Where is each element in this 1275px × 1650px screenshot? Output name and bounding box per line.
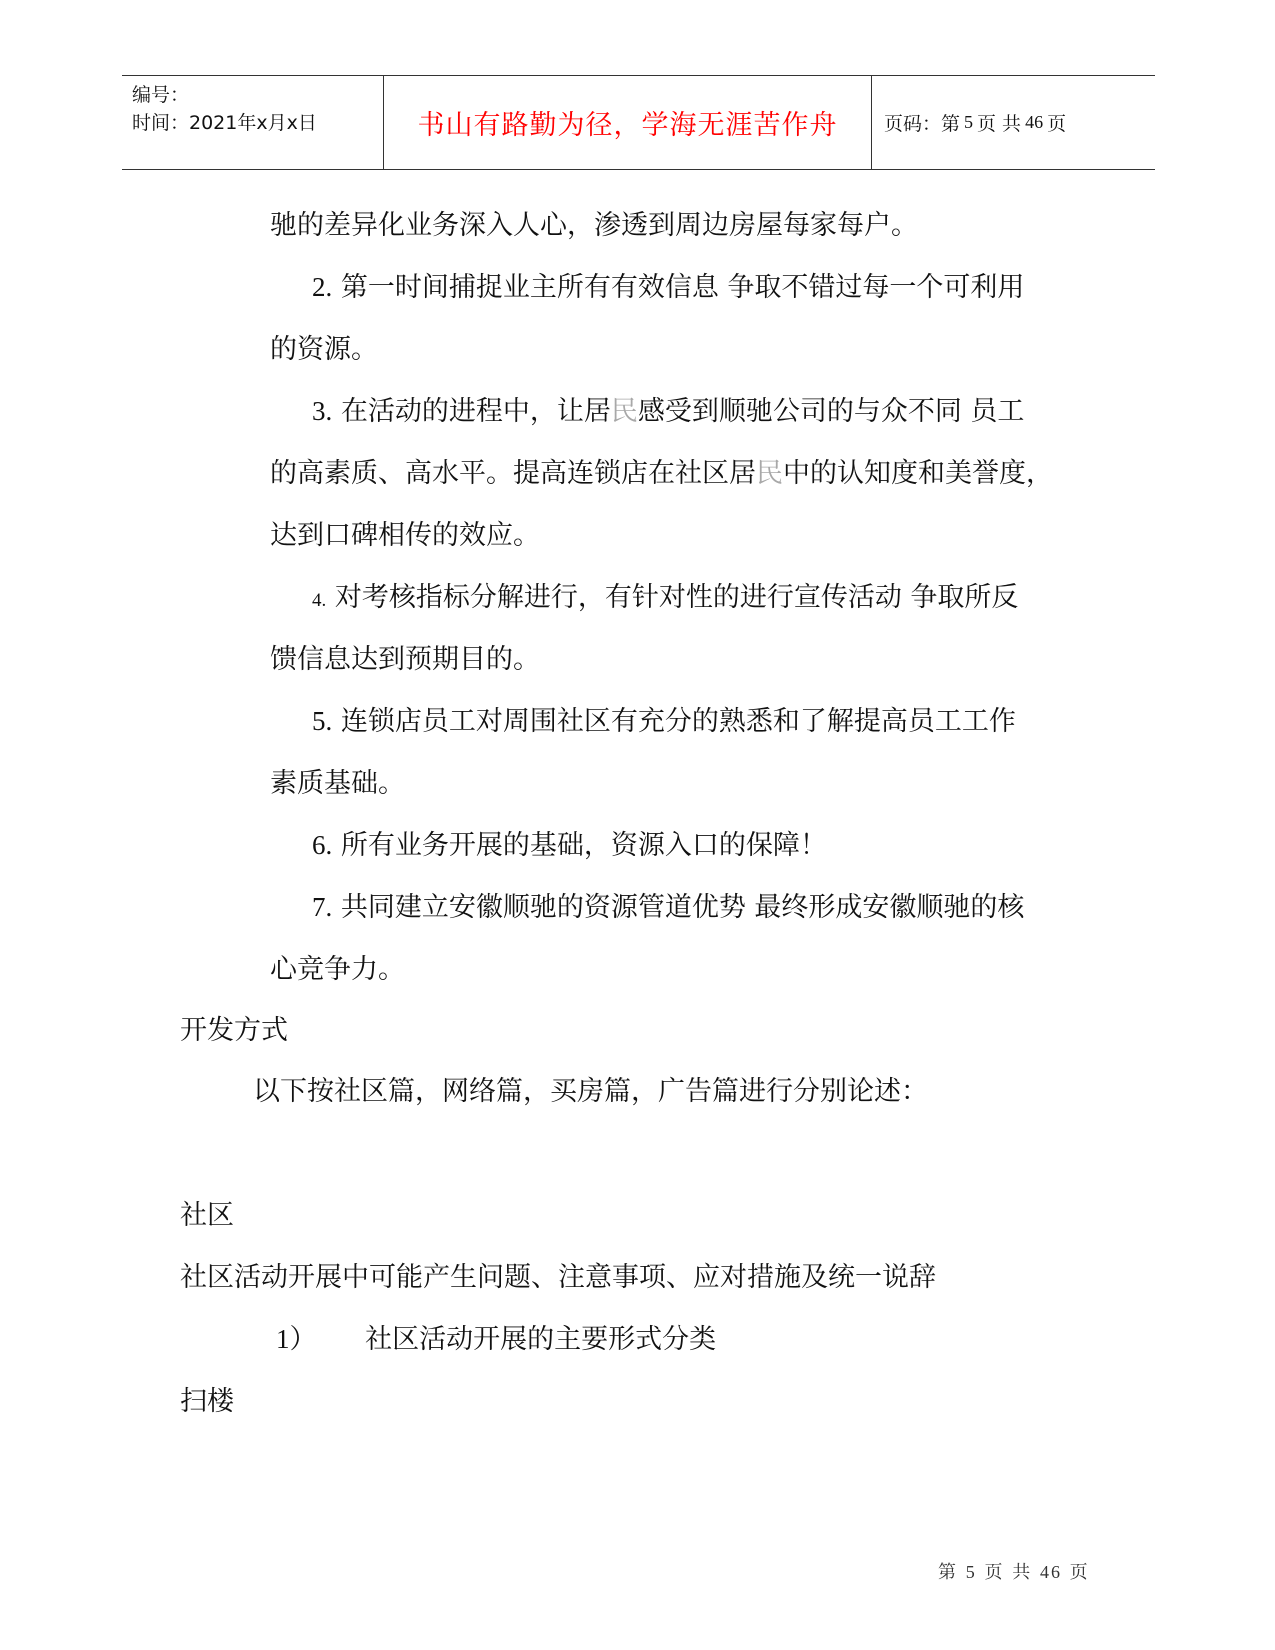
faded-char: 民: [756, 458, 783, 489]
section-heading-dev: 开发方式: [180, 1015, 288, 1046]
text-line: 以下按社区篇，网络篇，买房篇，广告篇进行分别论述：: [253, 1076, 928, 1107]
list-text: 共同建立安徽顺驰的资源管道优势 最终形成安徽顺驰的核: [332, 892, 1025, 923]
list-number: 3.: [312, 396, 333, 426]
footer-mid: 页 共: [984, 1562, 1033, 1583]
list-number: 7.: [312, 892, 333, 922]
list-text: 感受到顺驰公司的与众不同 员工: [637, 396, 1025, 427]
faded-char: 民: [610, 396, 638, 427]
footer-total: 46: [1039, 1562, 1062, 1582]
text-line: 心竞争力。: [270, 954, 405, 985]
line-text: 的高素质、高水平。提高连锁店在社区居: [270, 458, 756, 489]
text-line: 素质基础。: [270, 768, 405, 799]
section-heading-sweep: 扫楼: [180, 1386, 234, 1417]
list-item-4: [312, 575, 1018, 614]
list-item-2: [312, 265, 1024, 304]
list-number: 5.: [312, 706, 333, 736]
list-number: 4.: [312, 590, 327, 611]
header-page-cell: [872, 76, 1155, 169]
header-table: [122, 75, 1155, 170]
page-suffix: 页: [1047, 113, 1067, 135]
list-text: 所有业务开展的基础，资源入口的保障！: [332, 830, 827, 861]
page-prefix: 页码：第: [884, 113, 961, 135]
page-current: 5: [964, 112, 974, 132]
numbered-item-1: [276, 1317, 716, 1356]
footer-suffix: 页: [1069, 1562, 1090, 1583]
community-title: 社区活动开展中可能产生问题、注意事项、应对措施及统一说辞: [180, 1262, 936, 1293]
page-total: 46: [1025, 112, 1044, 132]
list-item-3: [312, 389, 1024, 428]
list-item-6: [312, 823, 827, 862]
text-line: 馈信息达到预期目的。: [270, 644, 540, 675]
header-motto-cell: [384, 76, 872, 169]
list-item-5: [312, 699, 1016, 738]
line-text: 中的认知度和美誉度，: [783, 458, 1053, 489]
list-text: 对考核指标分解进行，有针对性的进行宣传活动 争取所反: [326, 582, 1019, 613]
footer-current: 5: [965, 1562, 977, 1582]
list-text: 连锁店员工对周围社区有充分的熟悉和了解提高员工工作: [332, 706, 1016, 737]
header-meta-cell: [122, 76, 384, 169]
item-text: 社区活动开展的主要形式分类: [365, 1324, 717, 1355]
text-line: 驰的差异化业务深入人心，渗透到周边房屋每家每户。: [270, 210, 918, 241]
list-number: 2.: [312, 272, 333, 302]
text-line: 的资源。: [270, 334, 378, 365]
number-label: 编号：: [132, 84, 190, 106]
text-line: 达到口碑相传的效应。: [270, 520, 540, 551]
item-number: 1）: [276, 1324, 317, 1354]
list-item-7: [312, 885, 1024, 924]
footer-prefix: 第: [938, 1562, 958, 1583]
page-footer: [938, 1558, 1090, 1584]
motto-text: 书山有路勤为径，学海无涯苦作舟: [417, 110, 838, 141]
page-mid: 页 共: [977, 113, 1022, 135]
text-line: [270, 451, 1053, 490]
time-label: 时间：2021年x月x日: [132, 112, 317, 134]
list-text: 在活动的进程中，让居: [332, 396, 611, 427]
list-text: 第一时间捕捉业主所有有效信息 争取不错过每一个可利用: [332, 272, 1025, 303]
section-heading-community: 社区: [180, 1200, 234, 1231]
list-number: 6.: [312, 830, 333, 860]
